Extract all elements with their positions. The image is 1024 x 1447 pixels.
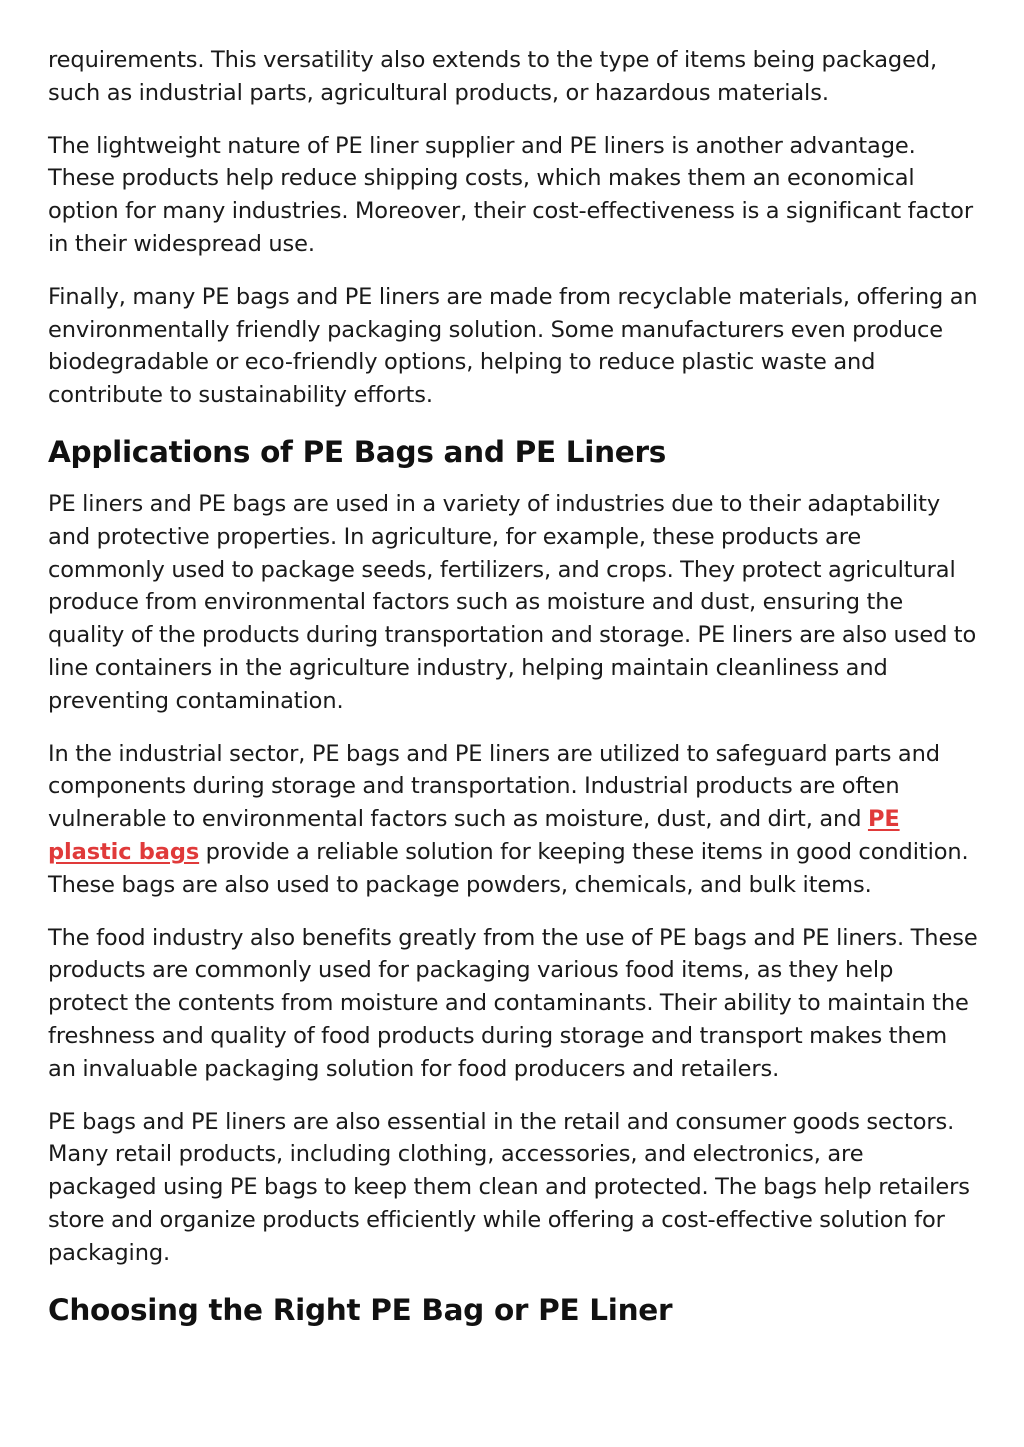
paragraph-industrial [48, 738, 978, 902]
pe-plastic-bags-link[interactable]: PE plastic bags [48, 806, 900, 865]
document-page [48, 44, 978, 1346]
paragraph-requirements: requirements. This versatility also extends to the type of items being packaged, such as industrial parts, agricultural products, or hazardous materials. [48, 47, 938, 106]
heading-applications: Applications of PE Bags and PE Liners [48, 434, 667, 469]
industrial-text-before: In the industrial sector, PE bags and PE liners are utilized to safeguard parts and components during storage and transportation. Industrial products are often vulnerable to environmental factors such as moisture, dust, and dirt, and [48, 740, 940, 833]
heading-choosing: Choosing the Right PE Bag or PE Liner [48, 1292, 673, 1327]
paragraph-lightweight: The lightweight nature of PE liner supplier and PE liners is another advantage. These products help reduce shipping costs, which makes them an economical option for many industries. Moreover, their cost-effectiveness is a significant factor in their widespread use. [48, 132, 973, 257]
paragraph-agriculture: PE liners and PE bags are used in a variety of industries due to their adaptability and protective properties. In agriculture, for example, these products are commonly used to package seeds, fertilizers, and crops. They protect agricultural produce from environmental factors such as moisture and dust, ensuring the quality of the products during transportation and storage. PE liners are also used to line containers in the agriculture industry, helping maintain cleanliness and preventing contamination. [48, 490, 977, 714]
paragraph-food: The food industry also benefits greatly from the use of PE bags and PE liners. These products are commonly used for packaging various food items, as they help protect the contents from moisture and contaminants. Their ability to maintain the freshness and quality of food products during storage and transport makes them an invaluable packaging solution for food producers and retailers. [48, 924, 978, 1082]
paragraph-recyclable: Finally, many PE bags and PE liners are made from recyclable materials, offering an environmentally friendly packaging solution. Some manufacturers even produce biodegradable or eco-friendly options, helping to reduce plastic waste and contribute to sustainability efforts. [48, 283, 978, 409]
industrial-text-after: provide a reliable solution for keeping these items in good condition. These bags are also used to package powders, chemicals, and bulk items. [48, 838, 969, 898]
paragraph-retail: PE bags and PE liners are also essential in the retail and consumer goods sectors. Many retail products, including clothing, accessories, and electronics, are packaged using PE bags to keep them clean and protected. The bags help retailers store and organize products efficiently while offering a cost-effective solution for packaging. [48, 1108, 970, 1266]
